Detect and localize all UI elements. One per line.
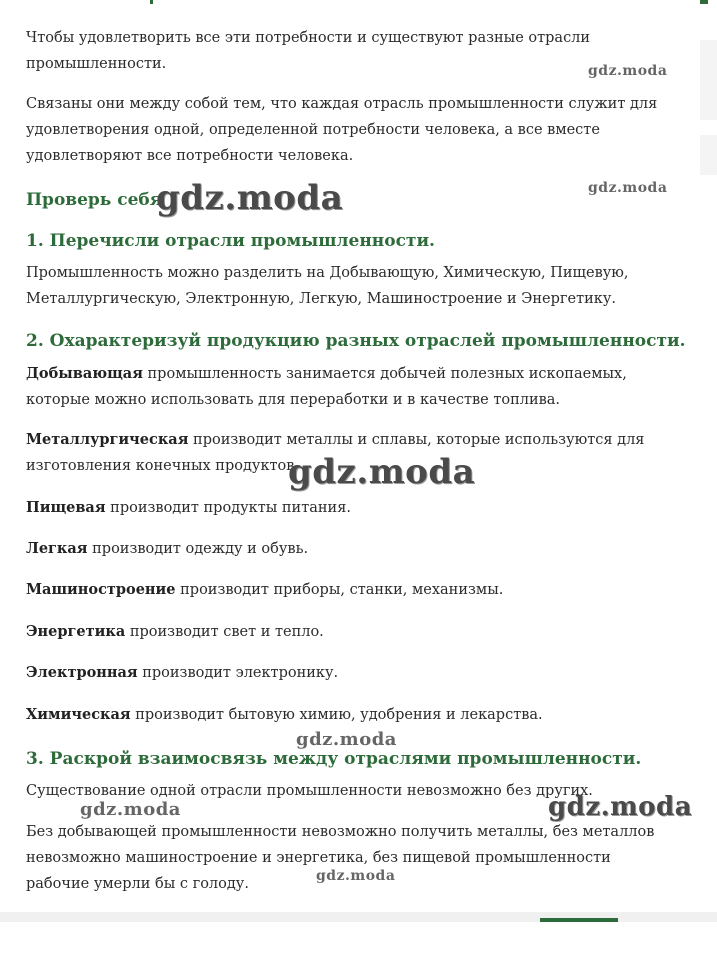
side-panel-edge	[700, 135, 717, 175]
industry-term: Электронная	[26, 664, 138, 681]
industry-description: производит электронику.	[137, 665, 339, 681]
watermark: gdz.moda	[156, 178, 344, 218]
industry-item	[26, 361, 666, 413]
industry-term: Химическая	[26, 706, 131, 723]
industry-description: производит продукты питания.	[105, 500, 351, 516]
side-panel-edge	[700, 40, 717, 120]
pagination-indicator	[540, 918, 618, 922]
watermark: gdz.moda	[548, 792, 693, 822]
industry-term: Металлургическая	[26, 431, 189, 448]
question-1-title: 1. Перечисли отрасли промышленности.	[26, 231, 435, 251]
industry-description: промышленность занимается добычей полезных ископаемых, которые можно использовать для переработки и в качестве топлива.	[26, 366, 627, 408]
industry-item	[26, 536, 308, 562]
question-3-title: 3. Раскрой взаимосвязь между отраслями промышленности.	[26, 749, 642, 769]
industry-description: производит приборы, станки, механизмы.	[175, 582, 504, 598]
top-accent-right	[700, 0, 708, 4]
industry-description: производит бытовую химию, удобрения и лекарства.	[130, 707, 543, 723]
section-title: Проверь себя	[26, 190, 163, 210]
industry-term: Энергетика	[26, 623, 126, 640]
watermark: gdz.moda	[288, 452, 476, 492]
watermark: gdz.moda	[316, 868, 396, 884]
industry-term: Машиностроение	[26, 581, 176, 598]
watermark: gdz.moda	[588, 63, 668, 79]
industry-description: производит металлы и сплавы, которые используются для изготовления конечных продуктов.	[26, 432, 645, 474]
industry-item	[26, 619, 324, 645]
watermark: gdz.moda	[80, 799, 181, 820]
intro-paragraph-2: Связаны они между собой тем, что каждая отрасль промышленности служит для удовлетворения одной, определенной потребности человека, а все вместе удовлетворяют все потребности человека.	[26, 96, 658, 164]
question-2-title: 2. Охарактеризуй продукцию разных отраслей промышленности.	[26, 331, 686, 351]
industry-item	[26, 495, 351, 521]
watermark: gdz.moda	[296, 729, 397, 750]
intro-paragraph-1: Чтобы удовлетворить все эти потребности и существуют разные отрасли промышленности.	[26, 30, 591, 72]
industry-term: Легкая	[26, 540, 88, 557]
industry-item	[26, 577, 503, 603]
industry-description: производит одежду и обувь.	[87, 541, 309, 557]
industry-term: Пищевая	[26, 499, 106, 516]
question-3-answer-2: Без добывающей промышленности невозможно получить металлы, без металлов невозможно машиностроение и энергетика, без пищевой промышленности рабочие умерли бы с голоду.	[26, 824, 655, 892]
industry-description: производит свет и тепло.	[125, 624, 324, 640]
industry-term: Добывающая	[26, 365, 143, 382]
watermark: gdz.moda	[588, 180, 668, 196]
industry-item	[26, 702, 543, 728]
industry-item	[26, 660, 338, 686]
top-bar	[0, 0, 717, 4]
top-accent-left	[150, 0, 153, 4]
question-3-answer-1: Существование одной отрасли промышленности невозможно без других.	[26, 783, 593, 799]
question-1-answer: Промышленность можно разделить на Добывающую, Химическую, Пищевую, Металлургическую, Электронную, Легкую, Машиностроение и Энергетику.	[26, 265, 629, 307]
